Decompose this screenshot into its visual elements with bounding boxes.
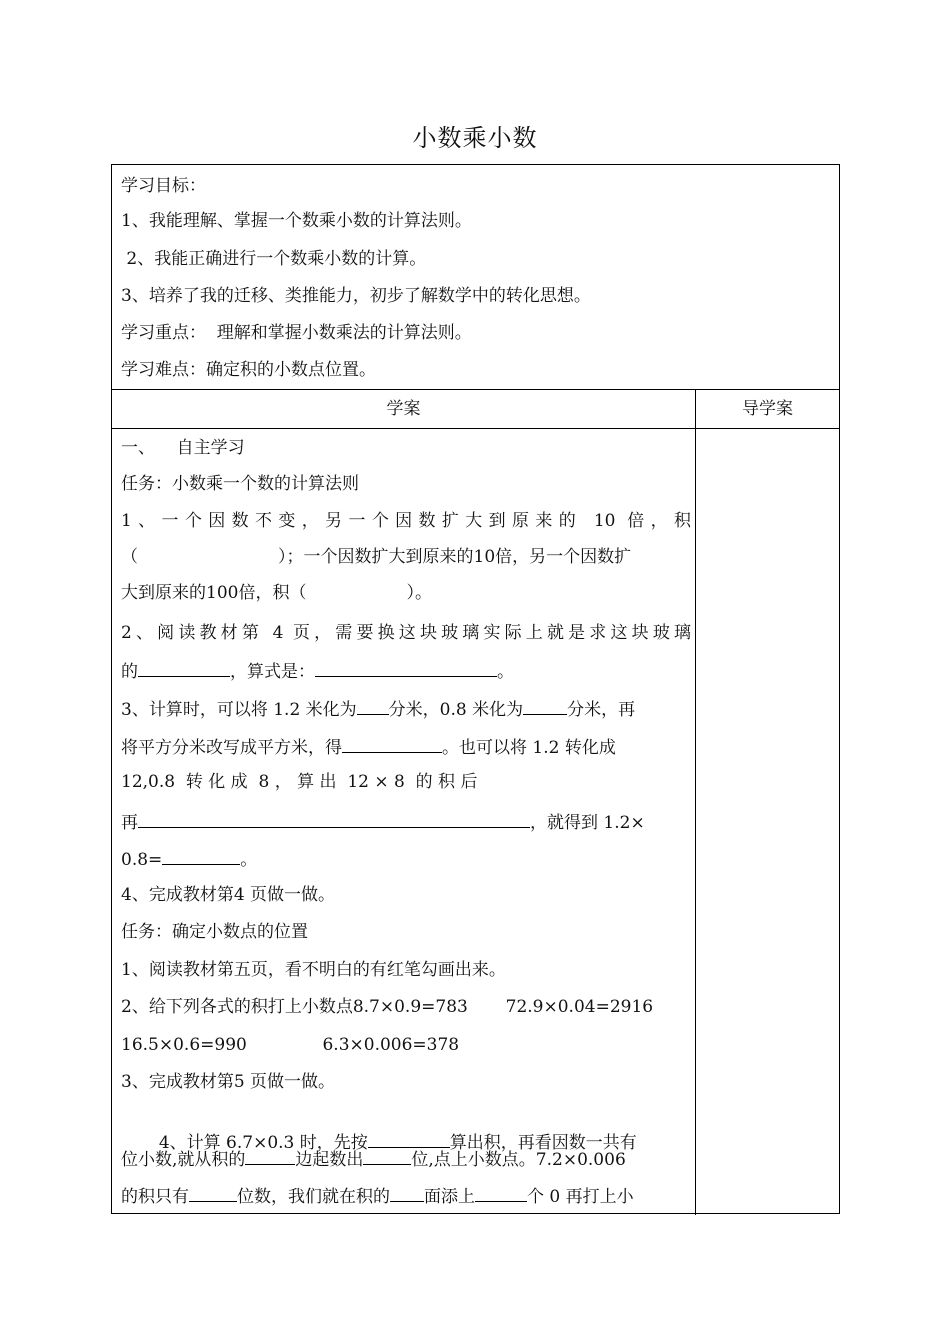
t2q4-text-f: 的积只有 xyxy=(121,1187,189,1207)
answer-blank[interactable] xyxy=(315,659,497,677)
answer-blank[interactable] xyxy=(138,659,230,677)
q3-line5 xyxy=(121,847,691,870)
t2q4-text-a: 4、计算 6.7×0.3 时，先按 xyxy=(153,1133,368,1153)
q3-line4 xyxy=(121,810,691,833)
section-heading: 一、 自主学习 xyxy=(121,438,245,458)
q1-line2 xyxy=(121,547,691,567)
objective-1: 1、我能理解、掌握一个数乘小数的计算法则。 xyxy=(121,211,472,231)
q3-text-g: ，就得到 1.2× xyxy=(530,813,645,833)
worksheet-table xyxy=(111,164,840,1214)
t2-q4-line2 xyxy=(121,1147,691,1170)
answer-blank[interactable] xyxy=(162,847,240,865)
t2-q3: 3、完成教材第5 页做一做。 xyxy=(121,1072,336,1092)
t2q4-text-g: 位数，我们就在积的 xyxy=(237,1187,390,1207)
q3-text-f: 再 xyxy=(121,813,138,833)
q1-line3 xyxy=(121,583,691,603)
guide-plan-cell xyxy=(696,429,839,1215)
difficult-point: 学习难点：确定积的小数点位置。 xyxy=(121,360,376,380)
answer-blank[interactable] xyxy=(523,697,567,715)
q1-close-paren: ）。 xyxy=(406,583,432,603)
q3-line1 xyxy=(121,697,691,720)
q4-line: 4、完成教材第4 页做一做。 xyxy=(121,885,336,905)
t2-q4-line3 xyxy=(121,1184,691,1207)
q3-text-a: 3、计算时，可以将 1.2 米化为 xyxy=(121,700,357,720)
objective-2: 2、我能正确进行一个数乘小数的计算。 xyxy=(121,249,427,269)
answer-blank[interactable] xyxy=(189,1184,237,1202)
q2-text-c: 。 xyxy=(497,662,514,682)
header-study-plan: 学案 xyxy=(386,399,421,419)
q3-text-h: 0.8= xyxy=(121,850,163,870)
q2-text-b: ，算式是： xyxy=(230,662,315,682)
header-guide-plan: 导学案 xyxy=(742,399,793,419)
key-point: 学习重点： 理解和掌握小数乘法的计算法则。 xyxy=(121,323,472,343)
q3-line3: 12,0.8 转 化 成 8 ， 算 出 12 × 8 的 积 后 xyxy=(121,772,478,792)
page-title: 小数乘小数 xyxy=(412,124,538,152)
answer-blank[interactable] xyxy=(390,1184,424,1202)
task-2-title: 任务：确定小数点的位置 xyxy=(121,922,308,942)
t2q4-text-i: 个 0 再打上小 xyxy=(527,1187,634,1207)
q3-text-d: 将平方分米改写成平方米，得 xyxy=(121,738,342,758)
answer-blank[interactable] xyxy=(245,1147,295,1165)
t2q4-text-e: 位,点上小数点。7.2×0.006 xyxy=(411,1150,626,1170)
q2-line2 xyxy=(121,659,691,682)
t2-q2-cont: 16.5×0.6=990 6.3×0.006=378 xyxy=(121,1035,460,1055)
answer-blank[interactable] xyxy=(363,1147,411,1165)
q1-line3-text: 大到原来的100倍，积（ xyxy=(121,583,307,603)
objective-3: 3、培养了我的迁移、类推能力，初步了解数学中的转化思想。 xyxy=(121,286,591,306)
answer-blank[interactable] xyxy=(138,810,530,828)
q3-line2 xyxy=(121,735,691,758)
t2q4-text-c: 位小数,就从积的 xyxy=(121,1150,246,1170)
answer-blank[interactable] xyxy=(342,735,442,753)
t2-q2: 2、给下列各式的积打上小数点8.7×0.9=783 72.9×0.04=2916 xyxy=(121,997,654,1017)
q3-text-c: 分米，再 xyxy=(567,700,636,720)
t2q4-text-b: 算出积，再看因数一共有 xyxy=(449,1133,637,1153)
t2q4-text-d: 边起数出 xyxy=(295,1150,364,1170)
task-1-title: 任务：小数乘一个数的计算法则 xyxy=(121,474,359,494)
t2q4-text-h: 面添上 xyxy=(424,1187,475,1207)
answer-blank[interactable] xyxy=(357,697,389,715)
q1-line2-text: ）；一个因数扩大到原来的10倍，另一个因数扩 xyxy=(278,547,632,567)
column-header-row xyxy=(112,390,839,429)
q3-text-i: 。 xyxy=(240,850,258,870)
q1-line1: 1、一个因数不变，另一个因数扩大到原来的 10 倍，积 xyxy=(121,511,691,531)
t2-q1: 1、阅读教材第五页，看不明白的有红笔勾画出来。 xyxy=(121,960,506,980)
answer-blank[interactable] xyxy=(368,1130,450,1148)
q3-text-b: 分米，0.8 米化为 xyxy=(388,700,524,720)
study-plan-cell xyxy=(112,429,695,1215)
q1-open-paren: （ xyxy=(121,547,138,567)
q3-text-e: 。也可以将 1.2 转化成 xyxy=(442,738,616,758)
objectives-cell xyxy=(112,165,839,390)
answer-blank[interactable] xyxy=(475,1184,527,1202)
q2-line1: 2、阅读教材第 4 页，需要换这块玻璃实际上就是求这块玻璃 xyxy=(121,623,691,643)
objectives-heading: 学习目标： xyxy=(121,176,206,196)
q2-text-a: 的 xyxy=(121,662,138,682)
